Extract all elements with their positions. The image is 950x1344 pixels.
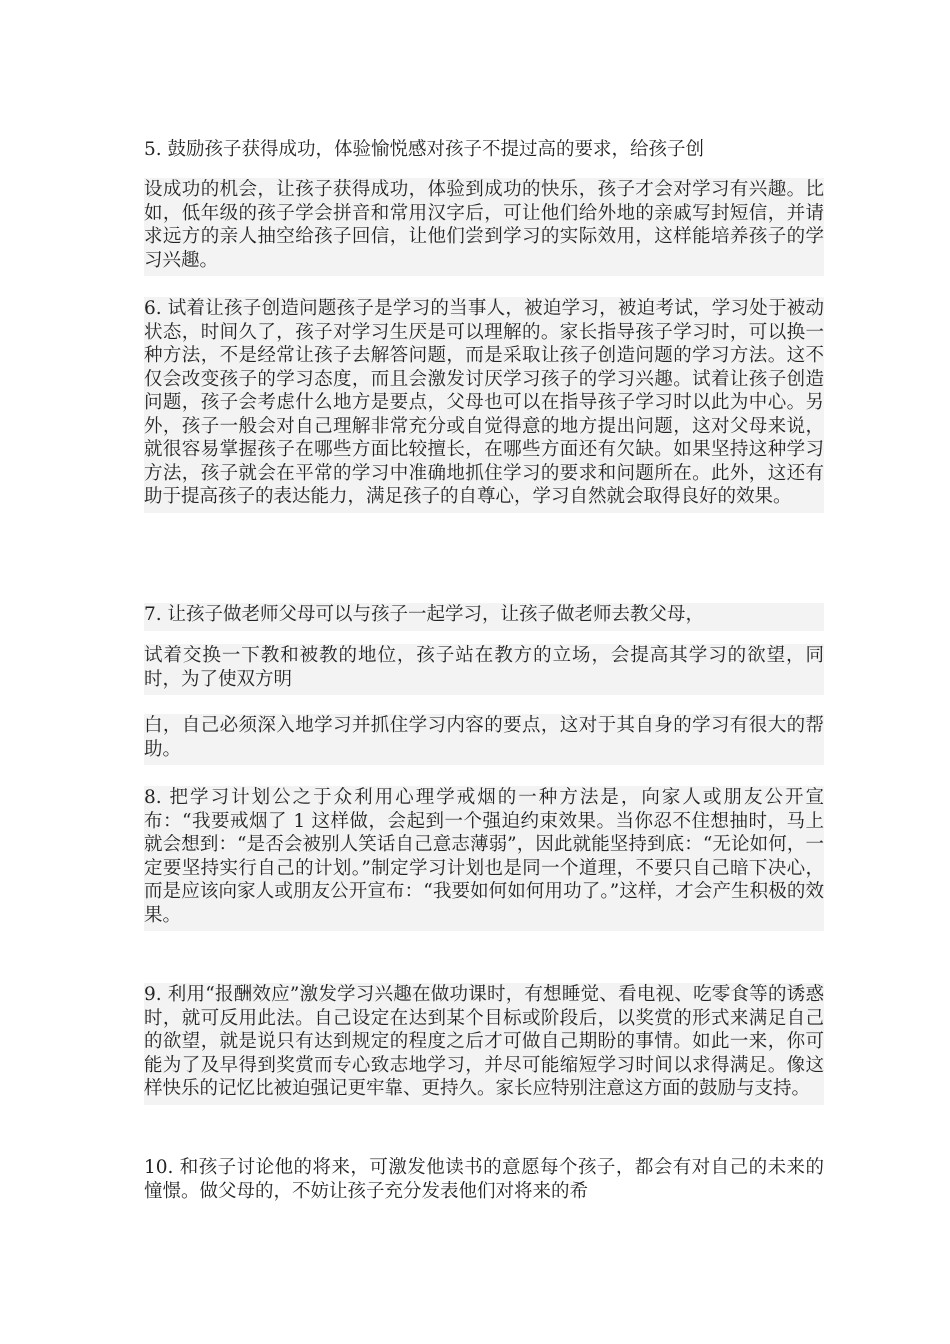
- paragraph-5-heading: 5. 鼓励孩子获得成功，体验愉悦感对孩子不提过高的要求，给孩子创: [144, 139, 705, 160]
- paragraph-7-continued: 白，自己必须深入地学习并抓住学习内容的要点，这对于其自身的学习有很大的帮助。: [144, 714, 824, 765]
- paragraph-7-body: 试着交换一下教和被教的地位，孩子站在教方的立场，会提高其学习的欲望，同时，为了使双方明: [144, 644, 824, 695]
- paragraph-5-body: 设成功的机会，让孩子获得成功，体验到成功的快乐，孩子才会对学习有兴趣。比如，低年级的孩子学会拼音和常用汉字后，可让他们给外地的亲戚写封短信，并请求远方的亲人抽空给孩子回信，让他们尝到学习的实际效用，这样能培养孩子的学习兴趣。: [144, 178, 824, 276]
- paragraph-6: 6. 试着让孩子创造问题孩子是学习的当事人，被迫学习，被迫考试，学习处于被动状态，时间久了，孩子对学习生厌是可以理解的。家长指导孩子学习时，可以换一种方法，不是经常让孩子去解答问题，而是采取让孩子创造问题的学习方法。这不仅会改变孩子的学习态度，而且会激发讨厌学习孩子的学习兴趣。试着让孩子创造问题，孩子会考虑什么地方是要点，父母也可以在指导孩子学习时以此为中心。另外，孩子一般会对自己理解非常充分或自觉得意的地方提出问题，这对父母来说，就很容易掌握孩子在哪些方面比较擅长，在哪些方面还有欠缺。如果坚持这种学习方法，孩子就会在平常的学习中准确地抓住学习的要求和问题所在。此外，这还有助于提高孩子的表达能力，满足孩子的自尊心，学习自然就会取得良好的效果。: [144, 297, 824, 513]
- paragraph-10: 10. 和孩子讨论他的将来，可激发他读书的意愿每个孩子，都会有对自己的未来的憧憬。做父母的，不妨让孩子充分发表他们对将来的希: [144, 1157, 824, 1202]
- paragraph-7-heading: 7. 让孩子做老师父母可以与孩子一起学习，让孩子做老师去教父母，: [144, 603, 824, 631]
- paragraph-9: 9. 利用“报酬效应”激发学习兴趣在做功课时，有想睡觉、看电视、吃零食等的诱惑时，就可反用此法。自己设定在达到某个目标或阶段后，以奖赏的形式来满足自己的欲望，就是说只有达到规定的程度之后才可做自己期盼的事情。如此一来，你可能为了及早得到奖赏而专心致志地学习，并尽可能缩短学习时间以求得满足。像这样快乐的记忆比被迫强记更牢靠、更持久。家长应特别注意这方面的鼓励与支持。: [144, 983, 824, 1105]
- paragraph-8: 8. 把学习计划公之于众利用心理学戒烟的一种方法是，向家人或朋友公开宣布：“我要戒烟了 1 这样做，会起到一个强迫约束效果。当你忍不住想抽时，马上就会想到：“是否会被别人笑话自己意志薄弱”，因此就能坚持到底：“无论如何，一定要坚持实行自己的计划。”制定学习计划也是同一个道理，不要只自己暗下决心，而是应该向家人或朋友公开宣布：“我要如何如何用功了。”这样，才会产生积极的效果。: [144, 786, 824, 931]
